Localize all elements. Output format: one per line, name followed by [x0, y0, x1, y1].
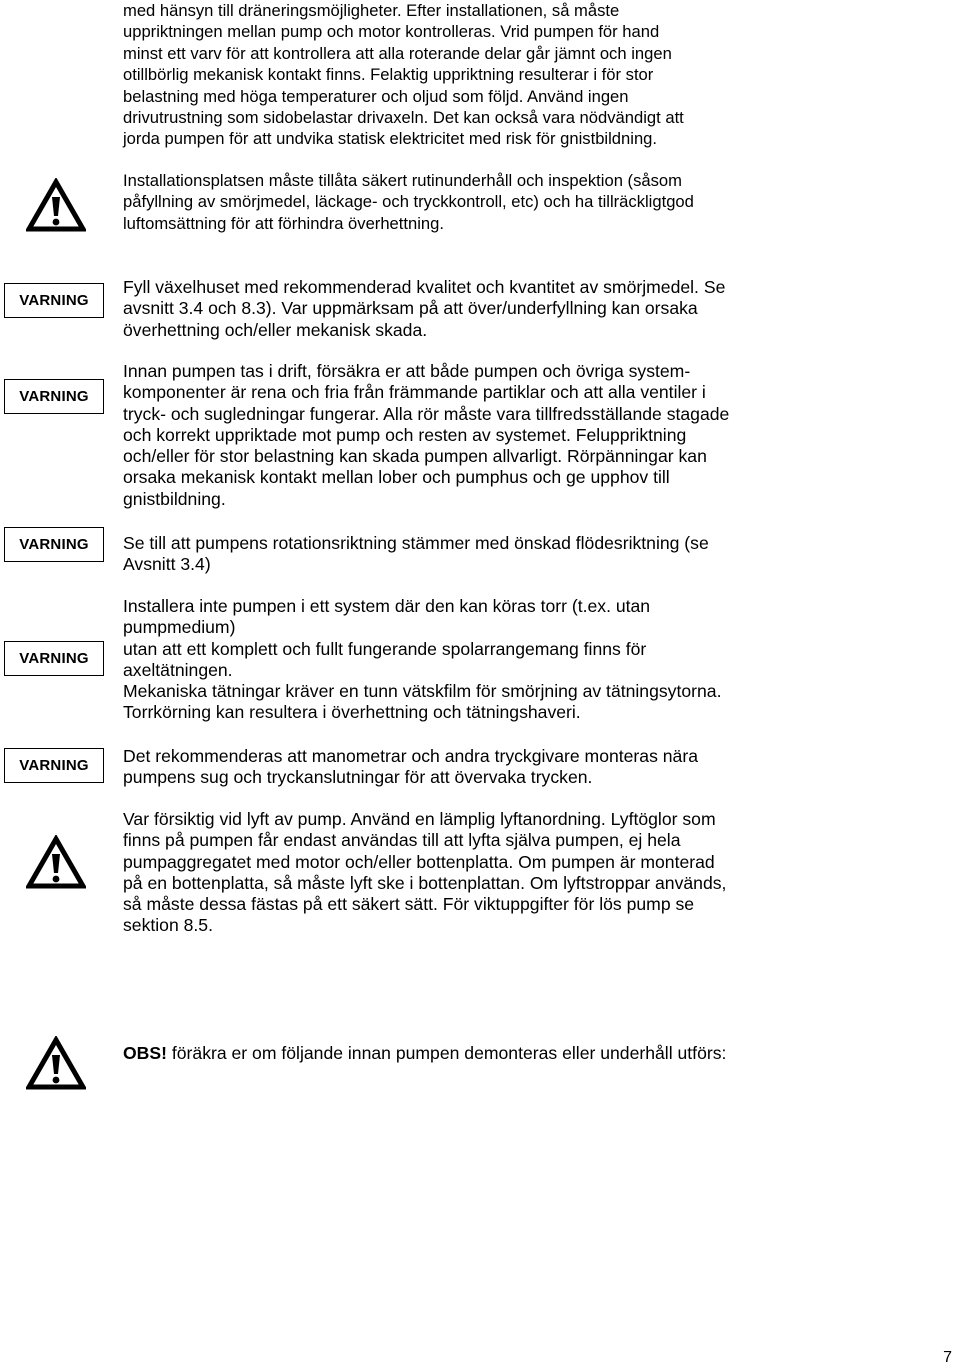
- text-line: axeltätningen.: [123, 659, 233, 680]
- varning-label: VARNING: [4, 283, 104, 318]
- warning-block-gauges: [123, 746, 943, 789]
- page-number: 7: [943, 1349, 952, 1366]
- warning-triangle-icon-graphic: [26, 178, 86, 232]
- text-line: drivutrustning som sidobelastar drivaxeln. Det kan också vara nödvändigt att: [123, 108, 684, 128]
- text-line: pumpaggregatet med motor och/eller bottenplatta. Om pumpen är monterad: [123, 851, 715, 872]
- obs-note: [123, 1043, 943, 1064]
- text-line: Fyll växelhuset med rekommenderad kvalitet och kvantitet av smörjmedel. Se: [123, 277, 726, 297]
- varning-label: VARNING: [4, 748, 104, 783]
- warning-triangle-icon-graphic: [26, 835, 86, 889]
- text-line: belastning med höga temperaturer och oljud som följd. Använd ingen: [123, 86, 629, 106]
- warning-block-startup: [123, 361, 943, 510]
- text-line: Se till att pumpens rotationsriktning stämmer med önskad flödesriktning (se: [123, 533, 709, 553]
- text-line: Avsnitt 3.4): [123, 554, 211, 575]
- text-line: och korrekt uppriktade mot pump och resten av systemet. Feluppriktning: [123, 424, 687, 445]
- text-line: tryck- och sugledningar fungerar. Alla rör måste vara tillfredsställande stagade: [123, 403, 730, 424]
- text-line: utan att ett komplett och fullt fungerande spolarrangemang finns för: [123, 638, 647, 659]
- text-line: Installationsplatsen måste tillåta säkert rutinunderhåll och inspektion (såsom: [123, 171, 682, 190]
- warning-triangle-icon: [26, 1036, 86, 1090]
- text-line: Torrkörning kan resultera i överhettning och tätningshaveri.: [123, 702, 581, 723]
- text-line: Det rekommenderas att manometrar och andra tryckgivare monteras nära: [123, 746, 698, 766]
- varning-label: VARNING: [4, 379, 104, 414]
- text-line: orsaka mekanisk kontakt mellan lober och pumphus och ge upphov till: [123, 467, 670, 488]
- lifting-paragraph: [123, 809, 943, 937]
- warning-triangle-icon: [26, 178, 86, 232]
- text-line: och/eller för stor belastning kan skada pumpen allvarligt. Rörpänningar kan: [123, 446, 707, 467]
- installation-paragraph: [123, 170, 943, 234]
- warning-block-dry-run: [123, 596, 943, 724]
- obs-text: föräkra er om följande innan pumpen demonteras eller underhåll utförs:: [166, 1043, 727, 1063]
- text-line: minst ett varv för att kontrollera att alla roterande delar går jämnt och ingen: [123, 43, 672, 63]
- text-line: [123, 1043, 943, 1064]
- text-line: Mekaniska tätningar kräver en tunn vätskfilm för smörjning av tätningsytorna.: [123, 681, 722, 702]
- text-line: uppriktningen mellan pump och motor kontrolleras. Vrid pumpen för hand: [123, 22, 660, 42]
- text-line: pumpmedium): [123, 617, 236, 638]
- text-line: påfyllning av smörjmedel, läckage- och tryckkontroll, etc) och ha tillräckligtgod: [123, 192, 694, 212]
- text-line: pumpens sug och tryckanslutningar för att övervaka trycken.: [123, 767, 593, 788]
- warning-triangle-icon-graphic: [26, 1036, 86, 1090]
- warning-block-rotation: [123, 533, 943, 576]
- warning-block-lubricant: [123, 277, 943, 341]
- text-line: Innan pumpen tas i drift, försäkra er att både pumpen och övriga system-: [123, 361, 691, 381]
- text-line: på en bottenplatta, så måste lyft ske i bottenplattan. Om lyftstroppar används,: [123, 872, 727, 893]
- varning-label: VARNING: [4, 641, 104, 676]
- text-line: finns på pumpen får endast användas till att lyfta själva pumpen, ej hela: [123, 830, 681, 851]
- text-line: med hänsyn till dräneringsmöjligheter. Efter installationen, så måste: [123, 1, 620, 20]
- text-line: luftomsättning för att förhindra överhettning.: [123, 213, 444, 233]
- text-line: jorda pumpen för att undvika statisk elektricitet med risk för gnistbildning.: [123, 129, 658, 149]
- text-line: sektion 8.5.: [123, 915, 213, 936]
- text-line: Installera inte pumpen i ett system där den kan köras torr (t.ex. utan: [123, 596, 651, 616]
- varning-label: VARNING: [4, 527, 104, 562]
- text-line: Var försiktig vid lyft av pump. Använd en lämplig lyftanordning. Lyftöglor som: [123, 809, 716, 829]
- text-line: gnistbildning.: [123, 488, 226, 509]
- text-line: otillbörlig mekanisk kontakt finns. Felaktig uppriktning resulterar i för stor: [123, 65, 654, 85]
- obs-label: OBS!: [123, 1043, 167, 1063]
- text-line: komponenter är rena och fria från främmande partiklar och att alla ventiler i: [123, 382, 706, 403]
- warning-triangle-icon: [26, 835, 86, 889]
- intro-paragraph: [123, 0, 943, 150]
- text-line: överhettning och/eller mekanisk skada.: [123, 319, 428, 340]
- text-line: avsnitt 3.4 och 8.3). Var uppmärksam på att över/underfyllning kan orsaka: [123, 298, 698, 319]
- text-line: så måste dessa fästas på ett säkert sätt. För viktuppgifter för lös pump se: [123, 894, 695, 915]
